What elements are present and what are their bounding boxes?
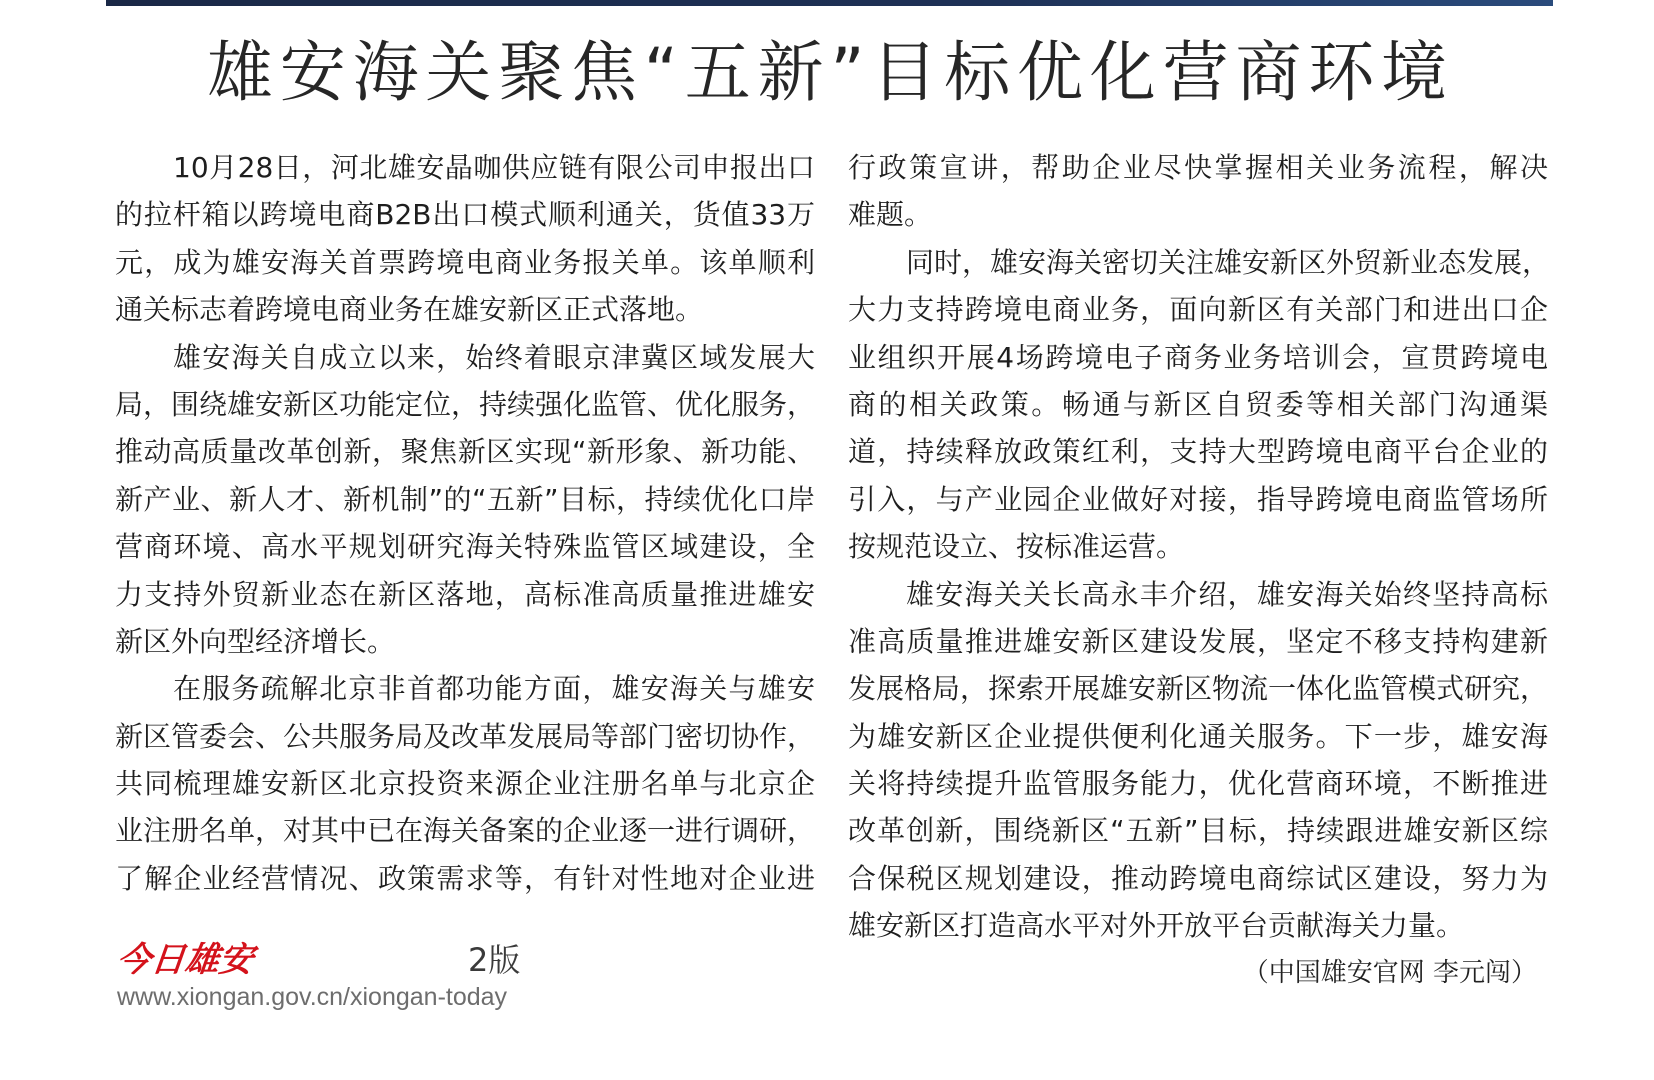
text-line: 为雄安新区企业提供便利化通关服务。下一步，雄安海	[848, 719, 1548, 753]
paragraph	[848, 144, 1548, 239]
text-line: 的拉杆箱以跨境电商B2B出口模式顺利通关，货值33万	[115, 198, 815, 232]
text-line: 改革创新，围绕新区“五新”目标，持续跟进雄安新区综	[848, 814, 1548, 848]
text-line: 营商环境、高水平规划研究海关特殊监管区域建设，全	[115, 530, 815, 564]
text-line: 行政策宣讲，帮助企业尽快掌握相关业务流程，解决	[848, 151, 1548, 184]
newspaper-logo: 今日雄安	[114, 940, 256, 980]
paragraph	[115, 144, 815, 334]
text-line: 雄安海关自成立以来，始终着眼京津冀区域发展大	[173, 340, 815, 374]
text-line: 准高质量推进雄安新区建设发展，坚定不移支持构建新	[848, 624, 1548, 658]
headline: 雄安海关聚焦“五新”目标优化营商环境	[207, 34, 1447, 111]
website-url: www.xiongan.gov.cn/xiongan-today	[117, 983, 508, 1011]
text-line: 新产业、新人才、新机制”的“五新”目标，持续优化口岸	[115, 482, 815, 516]
paragraph	[115, 665, 815, 902]
paragraph	[848, 239, 1551, 571]
text-line: 在服务疏解北京非首都功能方面，雄安海关与雄安	[173, 672, 815, 706]
text-line: 同时，雄安海关密切关注雄安新区外贸新业态发展，	[906, 245, 1551, 279]
article-column-right	[848, 144, 1551, 997]
text-line: 商的相关政策。畅通与新区自贸委等相关部门沟通渠	[848, 387, 1548, 421]
text-line: 共同梳理雄安新区北京投资来源企业注册名单与北京企	[115, 767, 815, 801]
text-line: 10月28日，河北雄安晶咖供应链有限公司申报出口	[173, 151, 815, 184]
text-line: 新区外向型经济增长。	[115, 624, 396, 658]
text-line: 雄安新区打造高水平对外开放平台贡献海关力量。	[848, 909, 1465, 943]
article-column-left	[115, 144, 815, 902]
text-line: 新区管委会、公共服务局及改革发展局等部门密切协作，	[115, 719, 816, 753]
text-line: 雄安海关关长高永丰介绍，雄安海关始终坚持高标	[906, 577, 1548, 611]
top-rule	[106, 0, 1553, 6]
edition-label: 2版	[468, 941, 521, 979]
text-line: 大力支持跨境电商业务，面向新区有关部门和进出口企	[848, 293, 1548, 327]
text-line: 业注册名单，对其中已在海关备案的企业逐一进行调研，	[115, 814, 816, 848]
text-line: 元，成为雄安海关首票跨境电商业务报关单。该单顺利	[115, 245, 815, 279]
paragraph	[848, 571, 1548, 950]
text-line: 难题。	[848, 198, 933, 232]
text-line: 按规范设立、按标准运营。	[848, 530, 1185, 564]
text-line: 局，围绕雄安新区功能定位，持续强化监管、优化服务，	[115, 387, 816, 421]
text-line: 通关标志着跨境电商业务在雄安新区正式落地。	[115, 293, 704, 327]
text-line: 推动高质量改革创新，聚焦新区实现“新形象、新功能、	[115, 435, 815, 469]
paragraph	[115, 334, 815, 666]
text-line: 力支持外贸新业态在新区落地，高标准高质量推进雄安	[115, 577, 815, 611]
text-line: 引入，与产业园企业做好对接，指导跨境电商监管场所	[848, 482, 1548, 516]
byline: （中国雄安官网 李元闯）	[1242, 957, 1537, 988]
text-line: 合保税区规划建设，推动跨境电商综试区建设，努力为	[848, 861, 1548, 895]
text-line: 了解企业经营情况、政策需求等，有针对性地对企业进	[115, 861, 815, 895]
text-line: 发展格局，探索开展雄安新区物流一体化监管模式研究，	[848, 672, 1549, 706]
text-line: 业组织开展4场跨境电子商务业务培训会，宣贯跨境电	[848, 340, 1548, 374]
text-line: 关将持续提升监管服务能力，优化营商环境，不断推进	[848, 767, 1548, 801]
text-line: 道，持续释放政策红利，支持大型跨境电商平台企业的	[848, 435, 1548, 469]
